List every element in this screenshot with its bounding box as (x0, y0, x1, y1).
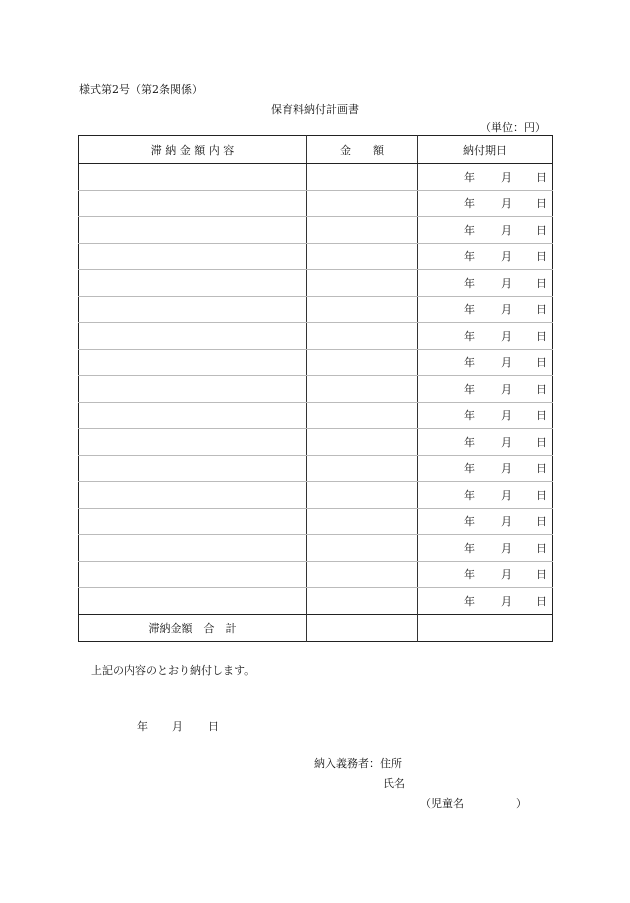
amount-cell[interactable] (307, 588, 418, 615)
content-cell[interactable] (79, 429, 307, 456)
date-day: 日 (536, 329, 547, 343)
amount-cell[interactable] (307, 402, 418, 429)
amount-cell[interactable] (307, 482, 418, 509)
date-day: 日 (536, 568, 547, 582)
due-date-cell[interactable] (418, 429, 553, 456)
date-month: 月 (501, 462, 512, 476)
content-cell[interactable] (79, 243, 307, 270)
table-row (79, 561, 553, 588)
date-month: 月 (501, 594, 512, 608)
date-year: 年 (464, 303, 475, 317)
content-cell[interactable] (79, 402, 307, 429)
date-month: 月 (501, 170, 512, 184)
due-date-cell[interactable] (418, 402, 553, 429)
date-day: 日 (536, 223, 547, 237)
amount-cell[interactable] (307, 190, 418, 217)
total-label: 滞納金額 合 計 (79, 614, 307, 641)
date-day: 日 (536, 462, 547, 476)
table-row (79, 349, 553, 376)
date-day: 日 (536, 435, 547, 449)
amount-cell[interactable] (307, 270, 418, 297)
amount-cell[interactable] (307, 429, 418, 456)
table-row (79, 270, 553, 297)
header-due-date: 納付期日 (418, 136, 553, 164)
due-date-cell[interactable] (418, 164, 553, 191)
content-cell[interactable] (79, 588, 307, 615)
date-year: 年 (464, 435, 475, 449)
table-row (79, 429, 553, 456)
date-day: 日 (536, 250, 547, 264)
due-date-cell[interactable] (418, 296, 553, 323)
content-cell[interactable] (79, 535, 307, 562)
table-row (79, 376, 553, 403)
date-month: 月 (501, 409, 512, 423)
date-year: 年 (464, 197, 475, 211)
table-row (79, 588, 553, 615)
content-cell[interactable] (79, 270, 307, 297)
amount-cell[interactable] (307, 535, 418, 562)
amount-cell[interactable] (307, 296, 418, 323)
content-cell[interactable] (79, 296, 307, 323)
table-row (79, 190, 553, 217)
date-day: 日 (536, 197, 547, 211)
date-day: 日 (536, 356, 547, 370)
payment-plan-table (78, 135, 553, 642)
date-year: 年 (464, 541, 475, 555)
date-year: 年 (464, 356, 475, 370)
payer-name-label: 氏名 (383, 777, 405, 790)
form-number-label: 様式第2号（第2条関係） (79, 83, 203, 96)
amount-cell[interactable] (307, 243, 418, 270)
date-day: 日 (536, 382, 547, 396)
date-day: 日 (536, 488, 547, 502)
due-date-cell[interactable] (418, 376, 553, 403)
amount-cell[interactable] (307, 376, 418, 403)
date-year: 年 (464, 329, 475, 343)
table-row (79, 217, 553, 244)
amount-cell[interactable] (307, 349, 418, 376)
table-row (79, 535, 553, 562)
due-date-cell[interactable] (418, 535, 553, 562)
sign-month: 月 (172, 720, 183, 733)
sign-day: 日 (208, 720, 219, 733)
date-day: 日 (536, 515, 547, 529)
date-month: 月 (501, 329, 512, 343)
due-date-cell[interactable] (418, 190, 553, 217)
amount-cell[interactable] (307, 164, 418, 191)
amount-cell[interactable] (307, 508, 418, 535)
date-month: 月 (501, 488, 512, 502)
date-year: 年 (464, 170, 475, 184)
date-day: 日 (536, 276, 547, 290)
date-month: 月 (501, 197, 512, 211)
date-month: 月 (501, 515, 512, 529)
table-row (79, 455, 553, 482)
content-cell[interactable] (79, 561, 307, 588)
date-month: 月 (501, 276, 512, 290)
due-date-cell[interactable] (418, 508, 553, 535)
content-cell[interactable] (79, 190, 307, 217)
date-year: 年 (464, 515, 475, 529)
amount-cell[interactable] (307, 323, 418, 350)
content-cell[interactable] (79, 323, 307, 350)
payer-address-label: 納入義務者：住所 (314, 757, 402, 770)
header-amount: 金 額 (307, 136, 418, 164)
due-date-cell[interactable] (418, 455, 553, 482)
due-date-cell[interactable] (418, 588, 553, 615)
table-row (79, 323, 553, 350)
date-day: 日 (536, 594, 547, 608)
total-date-cell (418, 614, 553, 641)
date-month: 月 (501, 223, 512, 237)
date-day: 日 (536, 541, 547, 555)
amount-cell[interactable] (307, 217, 418, 244)
content-cell[interactable] (79, 217, 307, 244)
date-year: 年 (464, 223, 475, 237)
header-content: 滞 納 金 額 内 容 (79, 136, 307, 164)
date-day: 日 (536, 170, 547, 184)
table-header-row (79, 136, 553, 164)
content-cell[interactable] (79, 376, 307, 403)
date-year: 年 (464, 594, 475, 608)
date-year: 年 (464, 250, 475, 264)
date-day: 日 (536, 409, 547, 423)
due-date-cell[interactable] (418, 482, 553, 509)
total-row (79, 614, 553, 641)
date-month: 月 (501, 356, 512, 370)
due-date-cell[interactable] (418, 323, 553, 350)
due-date-cell[interactable] (418, 561, 553, 588)
due-date-cell[interactable] (418, 217, 553, 244)
content-cell[interactable] (79, 349, 307, 376)
child-name-close: ） (516, 797, 527, 810)
unit-note: （単位：円） (480, 121, 546, 134)
due-date-cell[interactable] (418, 243, 553, 270)
date-month: 月 (501, 382, 512, 396)
total-amount-cell[interactable] (307, 614, 418, 641)
date-day: 日 (536, 303, 547, 317)
content-cell[interactable] (79, 482, 307, 509)
date-month: 月 (501, 250, 512, 264)
table-row (79, 402, 553, 429)
child-name-label: （児童名 (420, 797, 464, 810)
date-month: 月 (501, 541, 512, 555)
content-cell[interactable] (79, 508, 307, 535)
table-row (79, 508, 553, 535)
date-year: 年 (464, 488, 475, 502)
commitment-statement: 上記の内容のとおり納付します。 (91, 664, 256, 677)
date-year: 年 (464, 382, 475, 396)
table-row (79, 243, 553, 270)
content-cell[interactable] (79, 455, 307, 482)
date-year: 年 (464, 276, 475, 290)
document-title: 保育料納付計画書 (271, 103, 359, 116)
due-date-cell[interactable] (418, 270, 553, 297)
date-month: 月 (501, 303, 512, 317)
amount-cell[interactable] (307, 561, 418, 588)
date-year: 年 (464, 409, 475, 423)
date-month: 月 (501, 435, 512, 449)
content-cell[interactable] (79, 164, 307, 191)
sign-year: 年 (137, 720, 148, 733)
date-year: 年 (464, 462, 475, 476)
table-row (79, 482, 553, 509)
date-year: 年 (464, 568, 475, 582)
table-row (79, 296, 553, 323)
date-month: 月 (501, 568, 512, 582)
amount-cell[interactable] (307, 455, 418, 482)
table-body (79, 164, 553, 615)
table-row (79, 164, 553, 191)
due-date-cell[interactable] (418, 349, 553, 376)
